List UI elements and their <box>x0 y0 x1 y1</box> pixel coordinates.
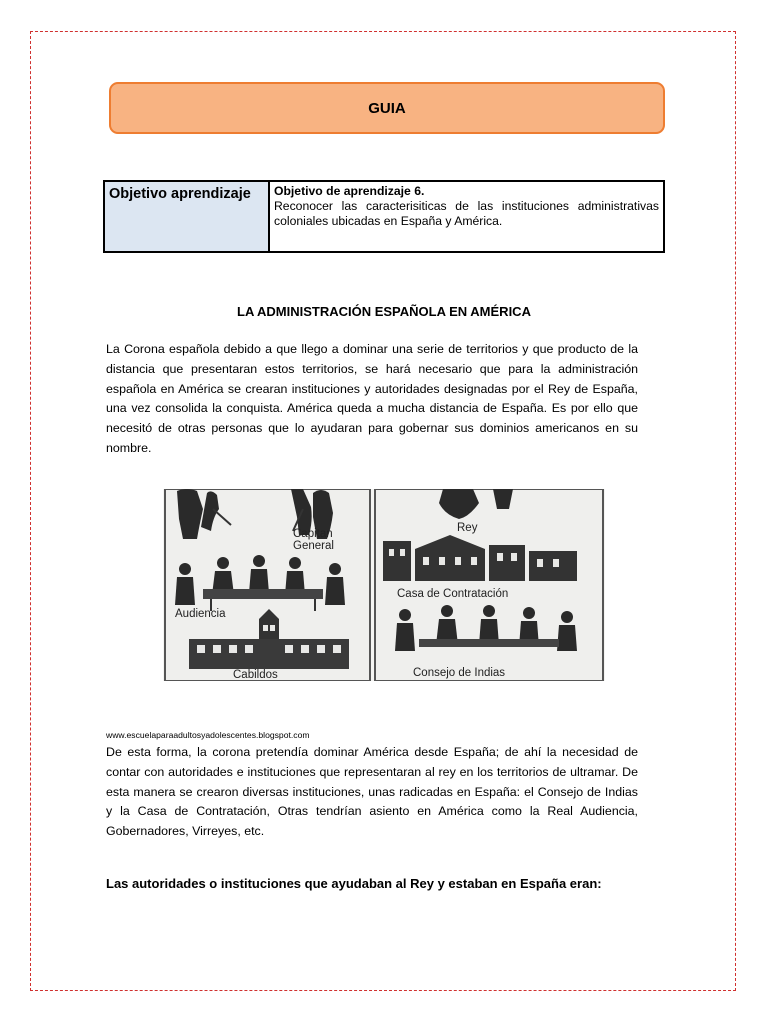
image-source-caption: www.escuelaparaadultosyadolescentes.blogspot.com <box>106 730 310 740</box>
objective-description: Reconocer las caracterisiticas de las instituciones administrativas coloniales ubicadas en España y América. <box>274 199 659 228</box>
intro-paragraph: La Corona española debido a que llego a dominar una serie de territorios y que producto de la distancia que presentaran estos territorios, se hará necesario que para la administración española en América se crearan instituciones y autoridades designadas por el Rey de España, una vez consolida la conquista. América queda a mucha distancia de España. Es por ello que necesitó de otras personas que lo ayudaran para gobernar sus dominios americanos en su nombre. <box>106 342 638 455</box>
label-rey: Rey <box>457 522 478 534</box>
section-heading: LA ADMINISTRACIÓN ESPAÑOLA EN AMÉRICA <box>237 304 531 319</box>
label-general: General <box>293 540 334 552</box>
objective-label-cell <box>104 181 269 252</box>
objective-table <box>103 180 665 253</box>
label-audiencia: Audiencia <box>175 608 226 620</box>
guia-title: GUIA <box>368 99 406 117</box>
label-casa: Casa de Contratación <box>397 588 509 600</box>
spain-institutions-heading: Las autoridades o instituciones que ayudaban al Rey y estaban en España eran: <box>106 876 602 891</box>
second-paragraph: De esta forma, la corona pretendía dominar América desde España; de ahí la necesidad de contar con autoridades e instituciones que representaran al rey en los territorios de ultramar. De esta manera se crearon diversas instituciones, unas radicadas en España: el Consejo de Indias y la Casa de Contratación, Otras tendrían asiento en América como la Real Audiencia, Gobernadores, Virreyes, etc. <box>106 745 638 839</box>
objective-text-cell <box>269 181 664 252</box>
objective-label: Objetivo aprendizaje <box>109 186 251 202</box>
guia-title-box <box>109 82 665 134</box>
label-consejo: Consejo de Indias <box>413 667 506 679</box>
label-capitan: Capitan <box>293 528 333 540</box>
label-cabildos: Cabildos <box>233 669 278 681</box>
administration-illustration <box>163 489 605 681</box>
objective-title: Objetivo de aprendizaje 6. <box>274 184 425 198</box>
